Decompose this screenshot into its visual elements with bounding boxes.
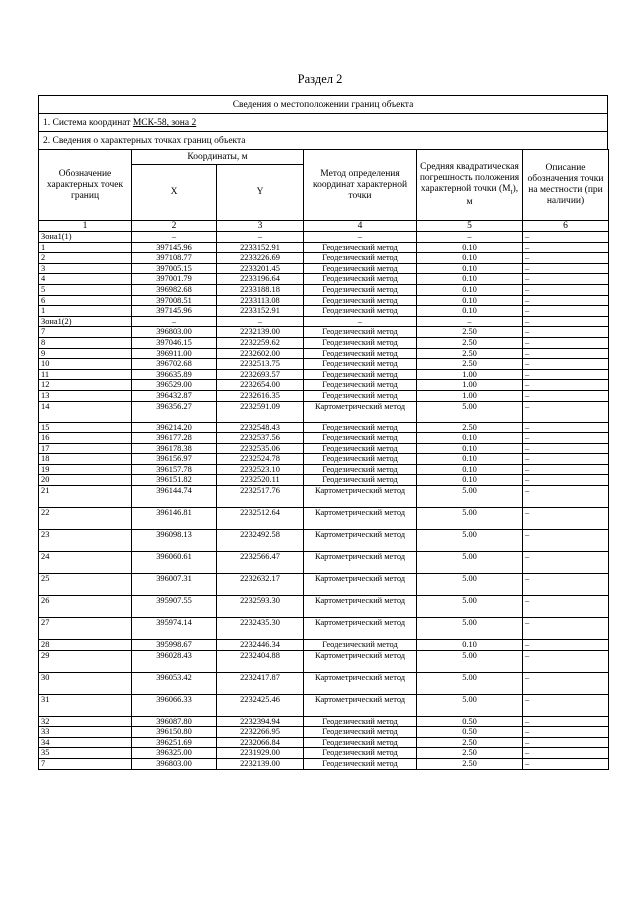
description-value: – xyxy=(523,390,609,401)
method-value: Геодезический метод xyxy=(304,306,417,317)
x-value: 395998.67 xyxy=(132,640,217,651)
x-value: 397145.96 xyxy=(132,242,217,253)
description-value: – xyxy=(523,232,609,243)
points-table xyxy=(38,149,609,770)
header-description: Описание обозначения точки на местности (при наличии) xyxy=(523,150,609,221)
description-value: – xyxy=(523,433,609,444)
column-number: 6 xyxy=(523,221,609,232)
error-value: 0.10 xyxy=(417,464,523,475)
error-value: 2.50 xyxy=(417,422,523,433)
y-value: 2233113.08 xyxy=(217,295,304,306)
error-value: 2.50 xyxy=(417,359,523,370)
x-value: 397108.77 xyxy=(132,253,217,264)
table-row xyxy=(39,274,609,285)
table-row xyxy=(39,253,609,264)
y-value: 2233226.69 xyxy=(217,253,304,264)
x-value: 396146.81 xyxy=(132,508,217,530)
error-value: – xyxy=(417,232,523,243)
x-value: 397001.79 xyxy=(132,274,217,285)
x-value: 396156.97 xyxy=(132,454,217,465)
header-point-designation: Обозначение характерных точек границ xyxy=(39,150,132,221)
method-value: Картометрический метод xyxy=(304,574,417,596)
point-number: 7 xyxy=(39,759,132,770)
description-value: – xyxy=(523,242,609,253)
description-value: – xyxy=(523,443,609,454)
x-value: 396053.42 xyxy=(132,672,217,694)
x-value: 396325.00 xyxy=(132,748,217,759)
error-value: 5.00 xyxy=(417,596,523,618)
error-value: 5.00 xyxy=(417,530,523,552)
error-value: 5.00 xyxy=(417,401,523,422)
description-value: – xyxy=(523,327,609,338)
point-number: 1 xyxy=(39,242,132,253)
description-value: – xyxy=(523,716,609,727)
point-number: 5 xyxy=(39,284,132,295)
x-value: 396251.69 xyxy=(132,737,217,748)
description-value: – xyxy=(523,464,609,475)
header-row-1 xyxy=(39,150,609,165)
table-row xyxy=(39,672,609,694)
x-value: 396178.38 xyxy=(132,443,217,454)
y-value: 2232139.00 xyxy=(217,759,304,770)
column-number: 1 xyxy=(39,221,132,232)
x-value: 396150.80 xyxy=(132,727,217,738)
point-number: Зона1(2) xyxy=(39,316,132,327)
point-number: 3 xyxy=(39,263,132,274)
page-title: Раздел 2 xyxy=(297,72,343,86)
error-value: 5.00 xyxy=(417,508,523,530)
y-value: 2232520.11 xyxy=(217,475,304,486)
method-value: Геодезический метод xyxy=(304,242,417,253)
point-number: 15 xyxy=(39,422,132,433)
x-value: 396007.31 xyxy=(132,574,217,596)
point-number: 23 xyxy=(39,530,132,552)
method-value: Геодезический метод xyxy=(304,327,417,338)
method-value: Геодезический метод xyxy=(304,369,417,380)
description-value: – xyxy=(523,672,609,694)
column-number: 4 xyxy=(304,221,417,232)
y-value: 2232259.62 xyxy=(217,337,304,348)
point-number: 1 xyxy=(39,306,132,317)
point-number: 20 xyxy=(39,475,132,486)
x-value: 396028.43 xyxy=(132,650,217,672)
point-number: 11 xyxy=(39,369,132,380)
error-value: 0.10 xyxy=(417,242,523,253)
point-number: 21 xyxy=(39,486,132,508)
method-value: Геодезический метод xyxy=(304,422,417,433)
x-value: 396151.82 xyxy=(132,475,217,486)
coord-system-prefix: 1. Система координат xyxy=(43,118,133,128)
description-value: – xyxy=(523,475,609,486)
point-number: 27 xyxy=(39,618,132,640)
x-value: 396177.28 xyxy=(132,433,217,444)
description-value: – xyxy=(523,422,609,433)
method-value: Геодезический метод xyxy=(304,274,417,285)
error-value: 0.10 xyxy=(417,295,523,306)
error-value: 5.00 xyxy=(417,650,523,672)
error-value: 2.50 xyxy=(417,748,523,759)
coord-system-value: МСК-58, зона 2 xyxy=(132,118,197,128)
table-row xyxy=(39,694,609,716)
table-row xyxy=(39,640,609,651)
description-value: – xyxy=(523,508,609,530)
table-row xyxy=(39,263,609,274)
description-value: – xyxy=(523,596,609,618)
column-number: 3 xyxy=(217,221,304,232)
y-value: 2233196.64 xyxy=(217,274,304,285)
table-row xyxy=(39,618,609,640)
method-value: Геодезический метод xyxy=(304,348,417,359)
error-value: 0.10 xyxy=(417,306,523,317)
y-value: 2232523.10 xyxy=(217,464,304,475)
table-row xyxy=(39,390,609,401)
point-number: 4 xyxy=(39,274,132,285)
error-value: 1.00 xyxy=(417,369,523,380)
table-row xyxy=(39,552,609,574)
method-value: Геодезический метод xyxy=(304,737,417,748)
error-value: 2.50 xyxy=(417,737,523,748)
y-value: 2233201.45 xyxy=(217,263,304,274)
y-value: 2232517.76 xyxy=(217,486,304,508)
table-row xyxy=(39,508,609,530)
point-number: 28 xyxy=(39,640,132,651)
column-number: 5 xyxy=(417,221,523,232)
method-value: Картометрический метод xyxy=(304,650,417,672)
column-numbers-row xyxy=(39,221,609,232)
method-value: Геодезический метод xyxy=(304,464,417,475)
section-title: Сведения о местоположении границ объекта xyxy=(38,95,608,113)
description-value: – xyxy=(523,748,609,759)
x-value: 397046.15 xyxy=(132,337,217,348)
x-value: 396803.00 xyxy=(132,327,217,338)
method-value: Геодезический метод xyxy=(304,454,417,465)
method-value: Геодезический метод xyxy=(304,263,417,274)
y-value: – xyxy=(217,316,304,327)
point-number: 32 xyxy=(39,716,132,727)
error-value: 0.10 xyxy=(417,284,523,295)
method-value: – xyxy=(304,232,417,243)
header-error: Средняя квадратическая погрешность положения характерной точки $(M_t)$, м xyxy=(417,150,523,221)
method-value: Картометрический метод xyxy=(304,618,417,640)
error-value: 0.10 xyxy=(417,433,523,444)
error-value: 2.50 xyxy=(417,327,523,338)
header-x: X xyxy=(132,165,217,221)
y-value: 2232591.09 xyxy=(217,401,304,422)
point-number: 7 xyxy=(39,327,132,338)
y-value: 2232512.64 xyxy=(217,508,304,530)
table-row xyxy=(39,650,609,672)
y-value: 2233152.91 xyxy=(217,306,304,317)
method-value: Геодезический метод xyxy=(304,716,417,727)
point-number: 16 xyxy=(39,433,132,444)
description-value: – xyxy=(523,727,609,738)
method-value: Геодезический метод xyxy=(304,380,417,391)
point-number: 24 xyxy=(39,552,132,574)
point-number: 8 xyxy=(39,337,132,348)
y-value: 2233188.18 xyxy=(217,284,304,295)
y-value: 2232616.35 xyxy=(217,390,304,401)
y-value: 2232139.00 xyxy=(217,327,304,338)
x-value: – xyxy=(132,232,217,243)
x-value: 396157.78 xyxy=(132,464,217,475)
point-number: 34 xyxy=(39,737,132,748)
point-number: 19 xyxy=(39,464,132,475)
description-value: – xyxy=(523,552,609,574)
error-value: 2.50 xyxy=(417,337,523,348)
table-row xyxy=(39,337,609,348)
x-value: 397145.96 xyxy=(132,306,217,317)
description-value: – xyxy=(523,737,609,748)
description-value: – xyxy=(523,369,609,380)
description-value: – xyxy=(523,359,609,370)
table-row xyxy=(39,380,609,391)
description-value: – xyxy=(523,650,609,672)
coord-system-line xyxy=(38,113,608,131)
x-value: 396060.61 xyxy=(132,552,217,574)
y-value: 2232446.34 xyxy=(217,640,304,651)
y-value: 2232435.30 xyxy=(217,618,304,640)
error-value: 5.00 xyxy=(417,574,523,596)
error-value: 5.00 xyxy=(417,552,523,574)
error-value: 0.10 xyxy=(417,263,523,274)
table-row xyxy=(39,475,609,486)
point-number: 12 xyxy=(39,380,132,391)
y-value: 2232593.30 xyxy=(217,596,304,618)
error-value: – xyxy=(417,316,523,327)
description-value: – xyxy=(523,284,609,295)
error-value: 5.00 xyxy=(417,672,523,694)
description-value: – xyxy=(523,574,609,596)
method-value: Картометрический метод xyxy=(304,486,417,508)
method-value: Геодезический метод xyxy=(304,433,417,444)
method-value: Геодезический метод xyxy=(304,759,417,770)
error-value: 0.10 xyxy=(417,253,523,264)
description-value: – xyxy=(523,274,609,285)
method-value: Геодезический метод xyxy=(304,295,417,306)
point-number: 17 xyxy=(39,443,132,454)
header-y: Y xyxy=(217,165,304,221)
method-value: Картометрический метод xyxy=(304,530,417,552)
error-value: 0.10 xyxy=(417,443,523,454)
error-value: 5.00 xyxy=(417,694,523,716)
description-value: – xyxy=(523,530,609,552)
table-row xyxy=(39,464,609,475)
table-row xyxy=(39,232,609,243)
method-value: Картометрический метод xyxy=(304,401,417,422)
y-value: 2232548.43 xyxy=(217,422,304,433)
x-value: 396144.74 xyxy=(132,486,217,508)
point-number: 6 xyxy=(39,295,132,306)
error-value: 0.10 xyxy=(417,475,523,486)
y-value: 2232524.78 xyxy=(217,454,304,465)
y-value: 2232632.17 xyxy=(217,574,304,596)
point-number: 13 xyxy=(39,390,132,401)
x-value: 396911.00 xyxy=(132,348,217,359)
description-value: – xyxy=(523,306,609,317)
description-value: – xyxy=(523,640,609,651)
y-value: 2232537.56 xyxy=(217,433,304,444)
description-value: – xyxy=(523,454,609,465)
boundary-table-frame xyxy=(38,95,608,770)
method-value: Геодезический метод xyxy=(304,359,417,370)
point-number: 26 xyxy=(39,596,132,618)
method-value: Геодезический метод xyxy=(304,727,417,738)
table-row xyxy=(39,369,609,380)
table-row xyxy=(39,242,609,253)
description-value: – xyxy=(523,486,609,508)
table-row xyxy=(39,306,609,317)
y-value: 2232654.00 xyxy=(217,380,304,391)
x-value: 396087.80 xyxy=(132,716,217,727)
y-value: 2231929.00 xyxy=(217,748,304,759)
error-value: 0.10 xyxy=(417,274,523,285)
method-value: – xyxy=(304,316,417,327)
error-value: 0.50 xyxy=(417,716,523,727)
table-row xyxy=(39,433,609,444)
point-number: 35 xyxy=(39,748,132,759)
x-value: 396214.20 xyxy=(132,422,217,433)
point-number: 25 xyxy=(39,574,132,596)
error-value: 5.00 xyxy=(417,618,523,640)
description-value: – xyxy=(523,380,609,391)
x-value: 397008.51 xyxy=(132,295,217,306)
table-row xyxy=(39,295,609,306)
x-value: 396432.87 xyxy=(132,390,217,401)
y-value: 2232535.06 xyxy=(217,443,304,454)
y-value: 2232417.87 xyxy=(217,672,304,694)
x-value: 396356.27 xyxy=(132,401,217,422)
point-number: 2 xyxy=(39,253,132,264)
table-row xyxy=(39,530,609,552)
error-value: 1.00 xyxy=(417,390,523,401)
table-row xyxy=(39,327,609,338)
error-value: 2.50 xyxy=(417,348,523,359)
point-number: 18 xyxy=(39,454,132,465)
description-value: – xyxy=(523,337,609,348)
table-row xyxy=(39,348,609,359)
method-value: Геодезический метод xyxy=(304,284,417,295)
y-value: 2232602.00 xyxy=(217,348,304,359)
description-value: – xyxy=(523,348,609,359)
description-value: – xyxy=(523,295,609,306)
x-value: 397005.15 xyxy=(132,263,217,274)
point-number: 31 xyxy=(39,694,132,716)
error-value: 0.10 xyxy=(417,454,523,465)
y-value: 2232266.95 xyxy=(217,727,304,738)
x-value: 396529.00 xyxy=(132,380,217,391)
point-number: 30 xyxy=(39,672,132,694)
point-number: 29 xyxy=(39,650,132,672)
description-value: – xyxy=(523,316,609,327)
description-value: – xyxy=(523,401,609,422)
table-row xyxy=(39,359,609,370)
x-value: 396635.89 xyxy=(132,369,217,380)
method-value: Геодезический метод xyxy=(304,443,417,454)
x-value: – xyxy=(132,316,217,327)
description-value: – xyxy=(523,618,609,640)
table-row xyxy=(39,759,609,770)
table-row xyxy=(39,454,609,465)
method-value: Картометрический метод xyxy=(304,672,417,694)
point-number: Зона1(1) xyxy=(39,232,132,243)
table-row xyxy=(39,316,609,327)
x-value: 395907.55 xyxy=(132,596,217,618)
error-value: 0.50 xyxy=(417,727,523,738)
y-value: 2232492.58 xyxy=(217,530,304,552)
description-value: – xyxy=(523,759,609,770)
method-value: Геодезический метод xyxy=(304,475,417,486)
description-value: – xyxy=(523,253,609,264)
x-value: 396098.13 xyxy=(132,530,217,552)
method-value: Геодезический метод xyxy=(304,253,417,264)
header-coordinates: Координаты, м xyxy=(132,150,304,165)
y-value: 2232693.57 xyxy=(217,369,304,380)
table-row xyxy=(39,422,609,433)
point-number: 9 xyxy=(39,348,132,359)
method-value: Геодезический метод xyxy=(304,337,417,348)
table-row xyxy=(39,284,609,295)
table-row xyxy=(39,727,609,738)
error-value: 5.00 xyxy=(417,486,523,508)
error-value: 0.10 xyxy=(417,640,523,651)
y-value: 2232066.84 xyxy=(217,737,304,748)
x-value: 395974.14 xyxy=(132,618,217,640)
points-title: 2. Сведения о характерных точках границ объекта xyxy=(38,131,608,149)
table-row xyxy=(39,748,609,759)
x-value: 396803.00 xyxy=(132,759,217,770)
point-number: 10 xyxy=(39,359,132,370)
header-method: Метод определения координат характерной точки xyxy=(304,150,417,221)
table-row xyxy=(39,574,609,596)
method-value: Геодезический метод xyxy=(304,748,417,759)
point-number: 14 xyxy=(39,401,132,422)
y-value: 2232513.75 xyxy=(217,359,304,370)
x-value: 396702.68 xyxy=(132,359,217,370)
method-value: Геодезический метод xyxy=(304,390,417,401)
y-value: – xyxy=(217,232,304,243)
table-row xyxy=(39,486,609,508)
y-value: 2232404.88 xyxy=(217,650,304,672)
method-value: Картометрический метод xyxy=(304,694,417,716)
description-value: – xyxy=(523,263,609,274)
x-value: 396066.33 xyxy=(132,694,217,716)
method-value: Картометрический метод xyxy=(304,552,417,574)
error-value: 2.50 xyxy=(417,759,523,770)
table-row xyxy=(39,737,609,748)
column-number: 2 xyxy=(132,221,217,232)
error-value: 1.00 xyxy=(417,380,523,391)
table-row xyxy=(39,716,609,727)
x-value: 396982.68 xyxy=(132,284,217,295)
table-row xyxy=(39,596,609,618)
method-value: Картометрический метод xyxy=(304,508,417,530)
y-value: 2233152.91 xyxy=(217,242,304,253)
y-value: 2232425.46 xyxy=(217,694,304,716)
point-number: 33 xyxy=(39,727,132,738)
table-row xyxy=(39,401,609,422)
point-number: 22 xyxy=(39,508,132,530)
method-value: Геодезический метод xyxy=(304,640,417,651)
description-value: – xyxy=(523,694,609,716)
method-value: Картометрический метод xyxy=(304,596,417,618)
y-value: 2232394.94 xyxy=(217,716,304,727)
table-row xyxy=(39,443,609,454)
y-value: 2232566.47 xyxy=(217,552,304,574)
